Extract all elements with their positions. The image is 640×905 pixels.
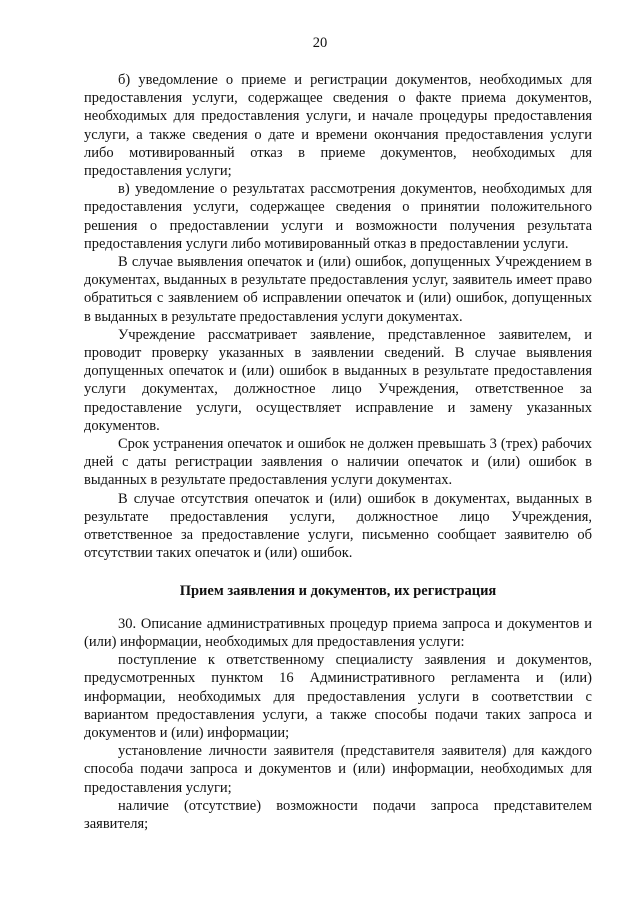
paragraph-no-errors: В случае отсутствия опечаток и (или) ошибок в документах, выданных в результате предоставления услуги, должностное лицо Учреждения, ответственное за предоставление услуги, письменно сообщает заявителю об отсутствии таких опечаток и (или) ошибок. bbox=[84, 490, 592, 562]
paragraph-identity-check: установление личности заявителя (представителя заявителя) для каждого способа подачи запроса и документов и (или) информации, необходимых для предоставления услуги; bbox=[84, 743, 592, 796]
paragraph-representative: наличие (отсутствие) возможности подачи запроса представителем заявителя; bbox=[84, 797, 592, 832]
paragraph-notice-receipt: б) уведомление о приеме и регистрации документов, необходимых для предоставления услуги, содержащее сведения о факте приема документов, необходимых для предоставления услуги, и начале процедуры предоставления услуги, а также сведения о дате и времени окончания предоставления услуги либо мотивированный отказ в приеме документов, необходимых для предоставления услуги; bbox=[84, 72, 592, 180]
paragraph-review-application: Учреждение рассматривает заявление, представленное заявителем, и проводит проверку указанных в заявлении сведений. В случае выявления допущенных опечаток и (или) ошибок в выданных в результате предоставления услуги документах, должностное лицо Учреждения, ответственное за предоставление услуги, осуществляет исправление и замену указанных документов. bbox=[84, 326, 592, 434]
paragraph-notice-results: в) уведомление о результатах рассмотрения документов, необходимых для предоставления услуги, содержащее сведения о принятии положительного решения о предоставлении услуги и возможности получения результата предоставления услуги либо мотивированный отказ в предоставлении услуги. bbox=[84, 181, 592, 252]
document-body bbox=[84, 71, 592, 833]
paragraph-errors-detected: В случае выявления опечаток и (или) ошибок, допущенных Учреждением в документах, выданных в результате предоставления услуг, заявитель имеет право обратиться с заявлением об исправлении опечаток и (или) ошибок, допущенных в выданных в результате предоставления услуги документах. bbox=[84, 254, 592, 325]
paragraph-correction-deadline: Срок устранения опечаток и ошибок не должен превышать 3 (трех) рабочих дней с даты регистрации заявления о наличии опечаток и (или) ошибок в выданных в результате предоставления услуги документах. bbox=[84, 436, 592, 489]
paragraph-item-30: 30. Описание административных процедур приема запроса и документов и (или) информации, необходимых для предоставления услуги: bbox=[84, 615, 592, 650]
page-number: 20 bbox=[312, 35, 328, 51]
paragraph-receipt-by-specialist: поступление к ответственному специалисту заявления и документов, предусмотренных пунктом 16 Административного регламента и (или) информации, необходимых для предоставления услуги в соответствии с вариантом предоставления услуги, а также способы подачи таких запроса и документов и (или) информации; bbox=[84, 652, 592, 741]
section-heading: Прием заявления и документов, их регистрация bbox=[179, 583, 497, 600]
